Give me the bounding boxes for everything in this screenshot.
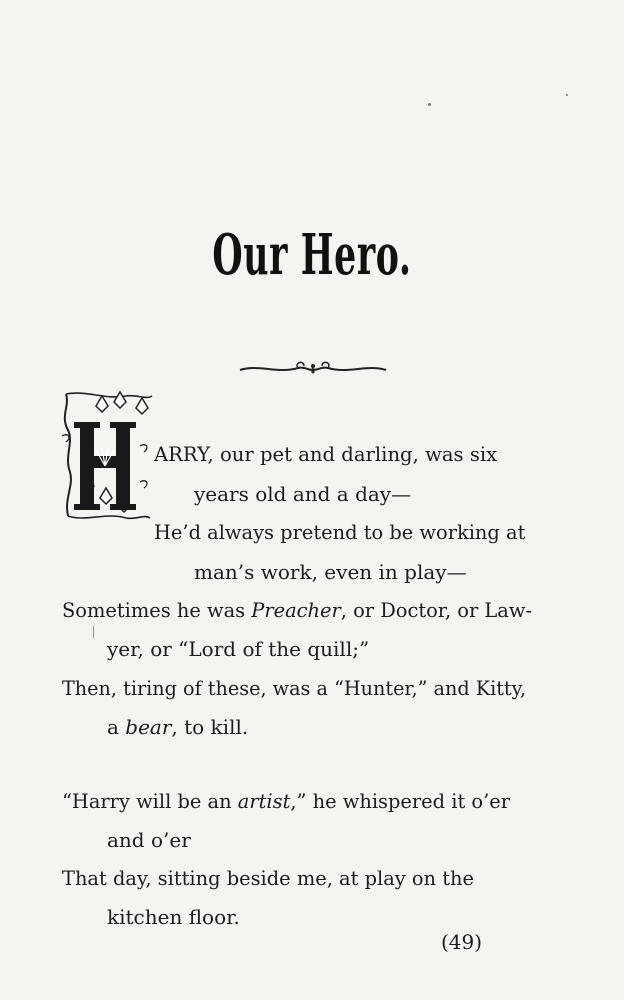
page-number: (49) bbox=[441, 930, 483, 954]
poem-emphasis: Preacher bbox=[251, 598, 341, 622]
poem-line-text: Sometimes he was bbox=[62, 598, 252, 622]
speck-mark bbox=[428, 103, 431, 106]
initial-letter bbox=[56, 386, 154, 522]
poem-line: years old and a day— bbox=[194, 482, 412, 506]
poem-line-text: , or Doctor, or Law- bbox=[340, 598, 533, 622]
poem-line-text: a bbox=[107, 715, 126, 739]
poem-line: He’d always pretend to be working at bbox=[154, 520, 526, 544]
poem-emphasis: artist bbox=[237, 789, 291, 813]
poem-line-text: , to kill. bbox=[171, 715, 249, 739]
poem-line bbox=[194, 560, 467, 584]
poem-line: and o’er bbox=[107, 828, 191, 852]
flourish-ornament-icon bbox=[238, 358, 388, 380]
poem-line bbox=[62, 598, 532, 622]
decorated-initial bbox=[56, 386, 156, 530]
poem-line-text: ,” he whispered it o’er bbox=[290, 789, 511, 813]
poem-line: That day, sitting beside me, at play on the bbox=[62, 866, 475, 890]
poem-line-text: man’s work, even in play— bbox=[194, 560, 467, 584]
poem-line-text: “Harry will be an bbox=[62, 789, 238, 813]
stray-mark bbox=[93, 626, 94, 638]
poem-line: kitchen floor. bbox=[107, 905, 240, 929]
poem-line bbox=[62, 789, 510, 813]
poem-emphasis: bear bbox=[125, 715, 172, 739]
page-title: Our Hero. bbox=[212, 222, 412, 288]
poem-line: yer, or “Lord of the quill;” bbox=[107, 637, 370, 661]
poem-line: Then, tiring of these, was a “Hunter,” and Kitty, bbox=[62, 676, 527, 700]
speck-mark bbox=[566, 94, 568, 96]
poem-line bbox=[107, 715, 248, 739]
poem-line: ARRY, our pet and darling, was six bbox=[154, 442, 498, 466]
